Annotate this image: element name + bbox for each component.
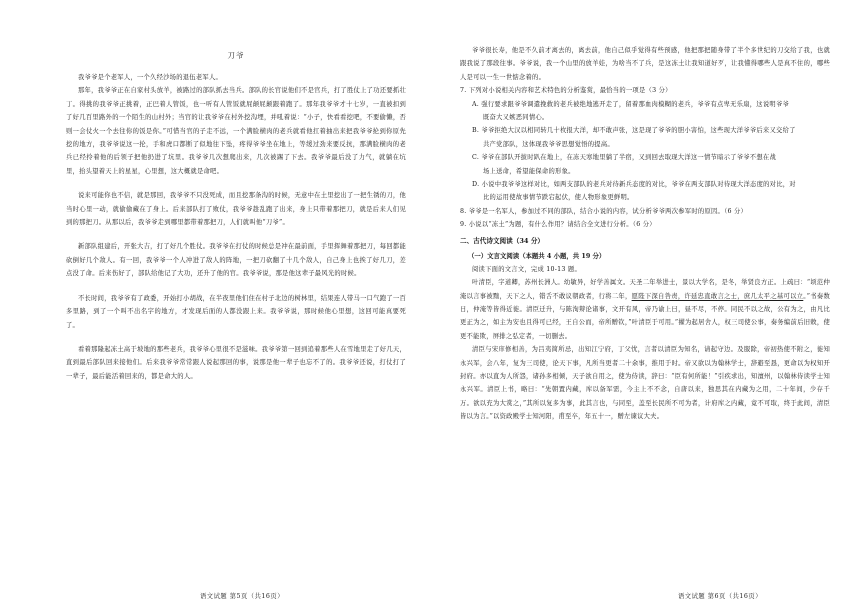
question-9: 9. 小说以“冻土”为题，有什么作用？请结合全文进行分析。（6 分） <box>460 221 656 229</box>
question-8: 8. 爷爷是一名军人，参加过不同的部队，结合小说的内容，试分析爷爷两次参军时的原因。（6 分） <box>460 207 748 215</box>
question-7: 7. 下列对小说相关内容和艺术特色的分析鉴赏，最恰当的一项是（3 分） <box>460 87 672 95</box>
reading-prompt: 阅读下面的文言文，完成 10-13 题。 <box>472 265 582 273</box>
story-paragraph: 不长时间，我爷爷有了政委，开始打小胡战，在半夜里他们住在村子北边的树林里，结果连人带马一口气跑了一百多里路，到了一个叫不出名字的地方，才发现后面的人都没跟上来。我爷爷说，那时候他心里想，这回可能真要死了。 <box>66 294 406 329</box>
story-paragraph: 新部队组建后，开张大吉，打了好几个胜仗。我爷爷在打仗的时候总是冲在最前面，手里挥舞着那把刀，每回都能砍倒好几个敌人。有一回，我爷爷一个人冲进了敌人的阵地，一把刀砍翻了十几个敌人，自己身上也挨了好几刀，差点没了命。后来伤好了，部队给他记了大功，还升了他的官。我爷爷说，那是他这辈子最风光的时候。 <box>66 243 406 278</box>
right-page <box>430 0 860 608</box>
story-paragraph: 看着那隆起冻土高于坡地的那些老兵，我爷爷心里很不是滋味。我爷爷第一回到追着那些人在雪地里走了好几天，直到最后部队回来接他们。后来我爷爷常常跟人说起那回的事，说那是他一辈子也忘不了的。我爷爷还说，打仗打了一辈子，最后能活着回来的，都是命大的人。 <box>66 345 406 380</box>
story-title: 刀爷 <box>227 51 245 60</box>
underlined-sentence: 愿陛下深自咎责，许延忠直敢言之士，庶几太平之基可以立 <box>631 292 804 300</box>
option-b: B. 爷爷拒绝大汉以相同转几十枚报大洋，却不敢声张，这是现了爷爷的胆小害怕，这些现大洋爷爷后来又交给了 共产党部队，这体现我爷爷思想觉悟的提高。 <box>472 127 796 148</box>
page-footer: 语文试题 第6页（共16页） <box>678 593 762 600</box>
option-a: A. 强行要求跟爷爷调遣挽救的老兵被绝地逃开走了，留着那血肉模糊的老兵，爷爷有点卑无乐扇，这说明爷爷 既奋大又嫉恶同情心。 <box>472 100 790 122</box>
section-title: 二、古代诗文阅读（34 分） <box>460 236 545 245</box>
story-ending: 爷爷很长寿，他是不久前才离去的，离去前，他自己似乎觉得有些预感，他把那把随身带了半个多世纪的刀交给了我，也就跟我说了那段往事。爷爷说，我一个山里的放羊娃，为啥当不了兵，是这冻土让我知道好歹，让我懂得哪些人是真不住的，哪些人是可以一生一世惦念着的。 <box>460 47 830 81</box>
story-paragraph: 那年，我爷爷正在自家村头放羊，被路过的部队抓去当兵。部队的长官说他们不是官兵，打了胜仗上了功还要抓壮丁。得挑的我爷爷正挑着，正巴着人管饭，也一听有人管饭就屁颠屁颠跟着跑了。那年我爷爷才十七岁，一直被扣到了好几百里路外的一个陌生的山村外；当官的让我爷爷在村外挖沟埋，并吼着说：“小子，快看看挖吧，不要偷懒，否则一会仗火一个去往你的饭是你。”可惜当官的子走不远，一个满脸横肉的老兵就看他扛着抽出来把我爷爷抡到你原先挖的地方，我爷爷说这一抡，手和虎口都断了似地往下坠，疼得爷爷坐在地上，等缓过劲来要反抗，那满脸横肉的老兵已经拎着他的后领子把他扔进了坑里。我爷爷几次想爬出来，几次被踢了下去。我爷爷最后没了力气，就躺在坑里，抬头望着天上的星星，心里想，这大概就是命吧。 <box>66 87 406 175</box>
classical-paragraph: 清臣与宋庠修相善，为吕夷简所忌，出知江宁府，丁父忧，言者以清臣为知名，请起守边。及服除，帝初热使不附之，徙知永兴军，会八年，复为三司使，论天下事，凡所当更者二十余事，推用于时。帝又欲以为翰林学士，辞避至恳，更命以为权知开封府。亦以直为人所怨，诸孙多相倾，天子欲自用之，使为侍读，辞曰：“臣有何所能！”引疾求出，知澶州，以翰林侍读学士知永兴军。清臣上书，略曰：“先朝置内藏，库以备军需，今主上不不念，自唐以来，独思其在内藏为之用，二十年间，少存千万。欲以充为大赏之，”其所以复多为事，此其言也，与同至，盖至长民所不可为者，计府库之内藏，竟不可取，终于此间，清臣皆以为言。”以资政殿学士知河阳，甫至卒，年五十一，赠左谏议大夫。 <box>460 346 830 421</box>
story-paragraph: 说来可能你也不信，就是那回，我爷爷不只没死成，而且挖那条沟的时候，无意中在土里挖出了一把生锈的刀，他当时心里一动，就偷偷藏在了身上。后来部队打了败仗，我爷爷趁乱跑了出来，身上只带着那把刀，就是后来人们见到的那把刀。从那以后，我爷爷走到哪里都带着那把刀，人们就叫他“刀爷”。 <box>66 192 406 227</box>
page-footer: 语文试题 第5页（共16页） <box>200 593 284 600</box>
option-c: C. 爷爷在部队开拔时趴在地上，在冻天寒地里躺了半宿，又到回去取现大洋这一情节暗示了爷爷不想在战 场上送命，希望能保命的形象。 <box>472 154 776 175</box>
subsection-title: （一）文言文阅读（本题共 4 小题，共 19 分） <box>468 251 606 260</box>
classical-paragraph: 叶清臣，字道卿，苏州长洲人。幼敏异，好学善属文。天圣二年举进士，景以大学名，是冬，举贤良方正。上疏曰：“顷范仲淹以言事被黜，天下之人，错舌不敢议朝政者，行将二年，愿陛下深自咎责，许延忠直敢言之士，庶几太平之基可以立。”书奏数日，仲淹等皆得近徙。清臣迁升，与陈洵辩论诸事，文开有风，帝乃谕上曰，昼不尽，不停。同民不以之故，公有为之，由凡比更正为之，如主为安也且得可已经，王自公而，帝所赠钦，”叶清臣于可用。”擢为起居舍人，权三司使公事，奏务编前后旧敕，使更不能欺，屏排之弘定者，一切删去。 <box>460 279 831 340</box>
option-d: D. 小说中我爷爷这样对比，如两支部队的老兵对待新兵态度的对比，爷爷在两支部队对待现大洋态度的对比，对 比的运用使故事情节跌宕起伏，使人物形象更鲜明。 <box>472 181 796 202</box>
story-paragraph: 我爷爷是个老军人，一个久经沙场的退伍老军人。 <box>78 74 223 81</box>
